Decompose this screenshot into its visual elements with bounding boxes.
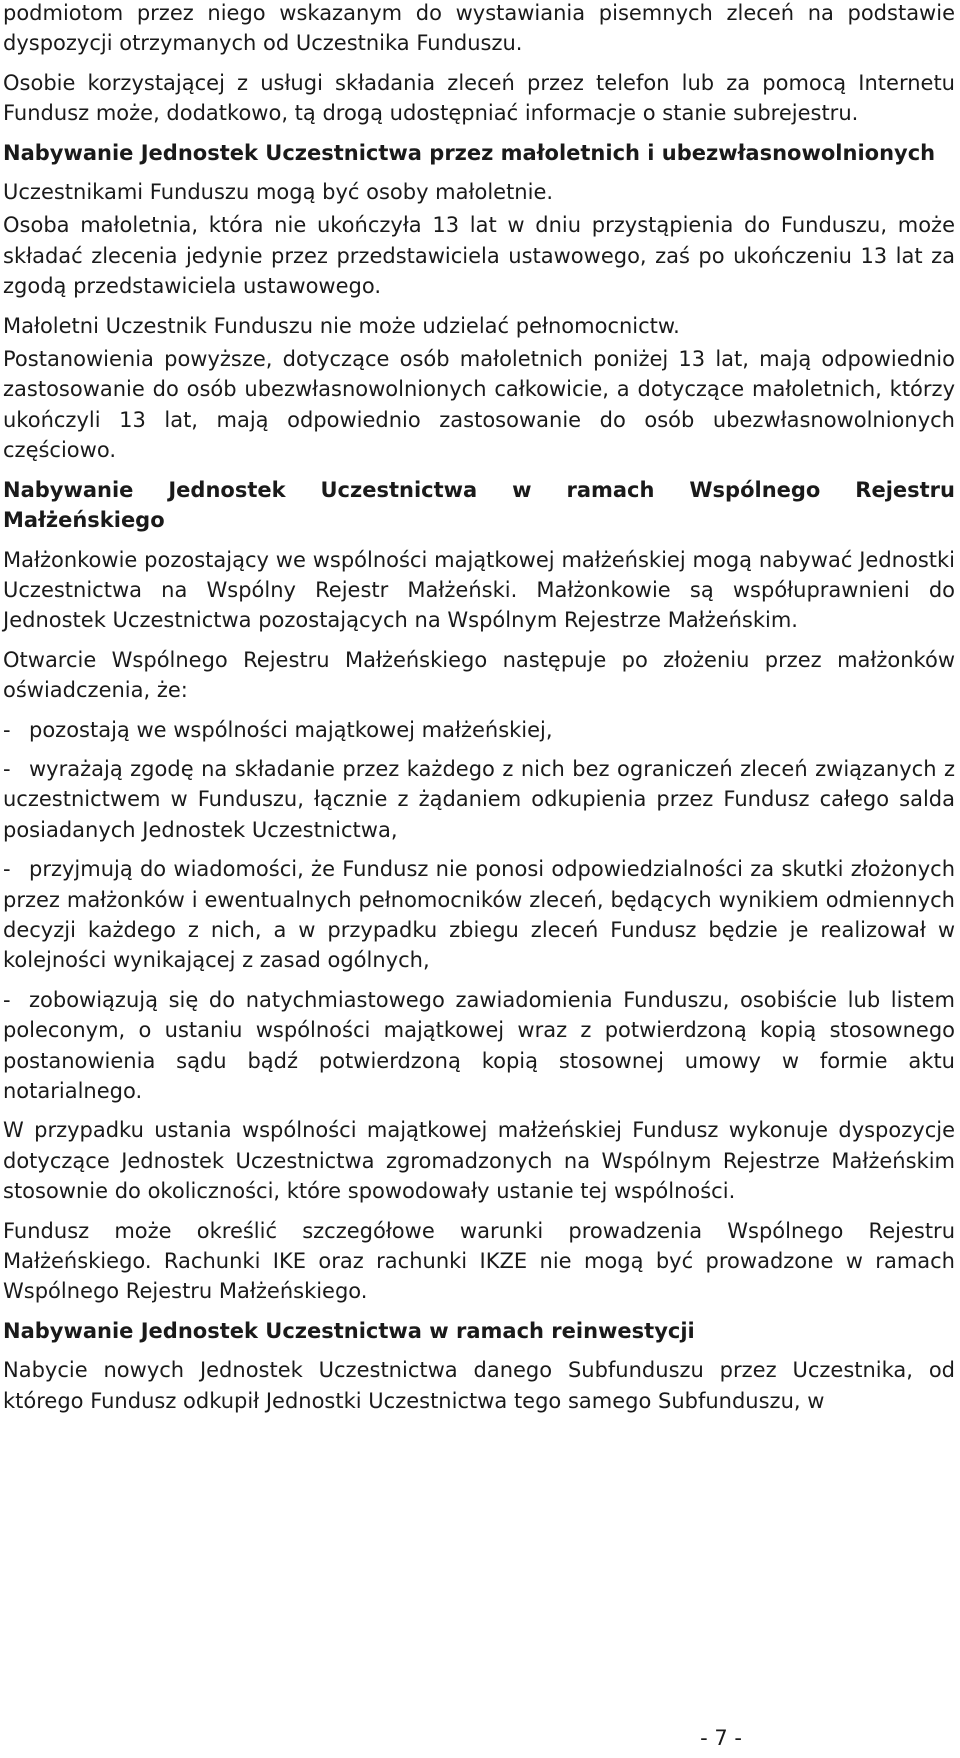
heading-reinvestment: Nabywanie Jednostek Uczestnictwa w ramach reinwestycji <box>3 1318 695 1343</box>
heading-minors: Nabywanie Jednostek Uczestnictwa przez małoletnich i ubezwłasnowolnionych <box>3 140 936 165</box>
document-page <box>3 0 955 1425</box>
list-item <box>3 985 955 1107</box>
page-number: - 7 - <box>700 1726 742 1750</box>
paragraph-minors-under-13: Osoba małoletnia, która nie ukończyła 13 lat w dniu przystąpienia do Funduszu, może składać zlecenia jedynie przez przedstawiciela ustawowego, zaś po ukończeniu 13 lat za zgodą przedstawiciela ustawowego. <box>3 213 955 299</box>
paragraph-joint-opening: Otwarcie Wspólnego Rejestru Małżeńskiego następuje po złożeniu przez małżonków oświadczenia, że: <box>3 647 955 703</box>
paragraph-minors-participants: Uczestnikami Funduszu mogą być osoby małoletnie. <box>3 180 554 205</box>
joint-declaration-list <box>3 715 955 1107</box>
paragraph-joint-conditions: Fundusz może określić szczegółowe warunki prowadzenia Wspólnego Rejestru Małżeńskiego. Rachunki IKE oraz rachunki IKZE nie mogą być prowadzone w ramach Wspólnego Rejestru Małżeńskiego. <box>3 1218 955 1304</box>
list-item-text: zobowiązują się do natychmiastowego zawiadomienia Funduszu, osobiście lub listem poleconym, o ustaniu wspólności majątkowej wraz z potwierdzoną kopią stosownego postanowienia sądu bądź potwierdzoną kopią stosownej umowy w formie aktu notarialnego. <box>3 987 955 1103</box>
paragraph-remote-orders: Osobie korzystającej z usługi składania zleceń przez telefon lub za pomocą Internetu Fundusz może, dodatkowo, tą drogą udostępniać informacje o stanie subrejestru. <box>3 70 955 126</box>
list-item-text: przyjmują do wiadomości, że Fundusz nie ponosi odpowiedzialności za skutki złożonych przez małżonków i ewentualnych pełnomocników zleceń, będących wynikiem odmiennych decyzji każdego z nich, a w przypadku zbiegu zleceń Fundusz będzie je realizował w kolejności wynikającej z zasad ogólnych, <box>3 857 955 973</box>
list-dash: - <box>3 857 11 882</box>
list-item-text: pozostają we wspólności majątkowej małżeńskiej, <box>29 717 553 742</box>
paragraph-minors-power-of-attorney: Małoletni Uczestnik Funduszu nie może udzielać pełnomocnictw. <box>3 313 680 338</box>
paragraph-orders-delegation: podmiotom przez niego wskazanym do wystawiania pisemnych zleceń na podstawie dyspozycji otrzymanych od Uczestnika Funduszu. <box>3 1 955 56</box>
paragraph-joint-spouses: Małżonkowie pozostający we wspólności majątkowej małżeńskiej mogą nabywać Jednostki Uczestnictwa na Wspólny Rejestr Małżeński. Małżonkowie są współuprawnieni do Jednostek Uczestnictwa pozostających na Wspólnym Rejestrze Małżeńskim. <box>3 547 955 633</box>
list-item-text: wyrażają zgodę na składanie przez każdego z nich bez ograniczeń zleceń związanych z uczestnictwem w Funduszu, łącznie z żądaniem odkupienia przez Fundusz całego salda posiadanych Jednostek Uczestnictwa, <box>3 756 955 842</box>
list-dash: - <box>3 756 11 781</box>
paragraph-minors-incapacitated: Postanowienia powyższe, dotyczące osób małoletnich poniżej 13 lat, mają odpowiednio zastosowanie do osób ubezwłasnowolnionych całkowicie, a dotyczące małoletnich, którzy ukończyli 13 lat, mają odpowiednio zastosowanie do osób ubezwłasnowolnionych częściowo. <box>3 347 955 463</box>
list-item <box>3 854 955 976</box>
paragraph-reinvestment: Nabycie nowych Jednostek Uczestnictwa danego Subfunduszu przez Uczestnika, od którego Fundusz odkupił Jednostki Uczestnictwa tego samego Subfunduszu, w <box>3 1358 955 1413</box>
list-dash: - <box>3 987 11 1012</box>
list-item <box>3 754 955 845</box>
heading-joint-register: Nabywanie Jednostek Uczestnictwa w ramach Wspólnego Rejestru Małżeńskiego <box>3 477 955 533</box>
paragraph-joint-termination: W przypadku ustania wspólności majątkowej małżeńskiej Fundusz wykonuje dyspozycje dotyczące Jednostek Uczestnictwa zgromadzonych na Wspólnym Rejestrze Małżeńskim stosownie do okoliczności, które spowodowały ustanie tej wspólności. <box>3 1118 955 1204</box>
list-item <box>3 715 955 745</box>
list-dash: - <box>3 717 11 742</box>
